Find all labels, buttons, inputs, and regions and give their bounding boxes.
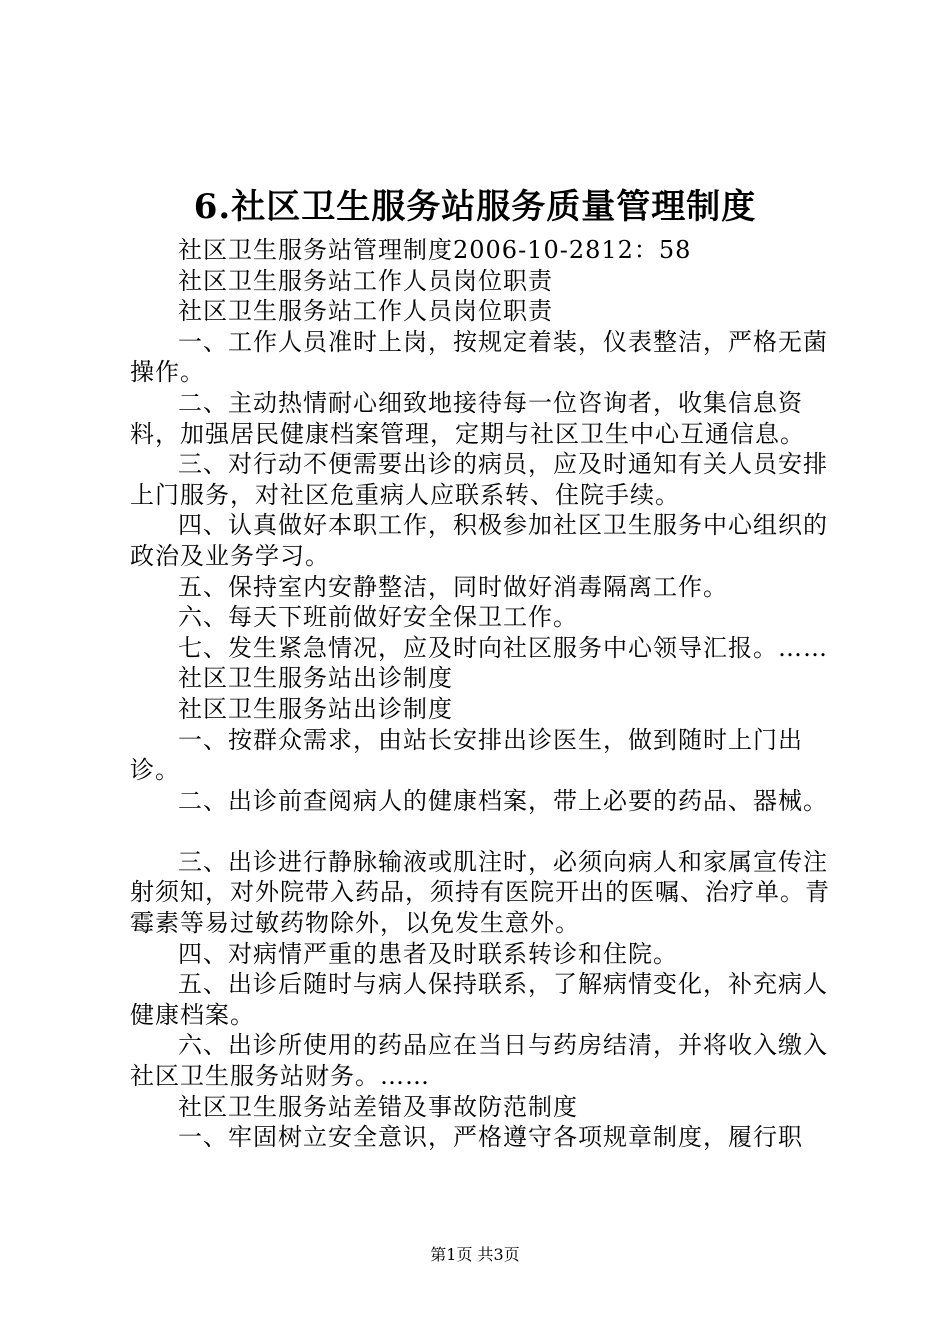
document-title: 6.社区卫生服务站服务质量管理制度: [193, 187, 757, 227]
paragraph: 社区卫生服务站工作人员岗位职责: [178, 266, 553, 295]
paragraph: 社区卫生服务站工作人员岗位职责: [178, 297, 553, 326]
paragraph: 五、出诊后随时与病人保持联系，了解病情变化，补充病人健康档案。: [130, 970, 828, 1029]
paragraph: 五、保持室内安静整洁，同时做好消毒隔离工作。: [178, 572, 728, 601]
paragraph: 三、出诊进行静脉输液或肌注时，必须向病人和家属宣传注射须知，对外院带入药品，须持有医院开出的医嘱、治疗单。青霉素等易过敏药物除外，以免发生意外。: [130, 847, 830, 938]
paragraph: 七、发生紧急情况，应及时向社区服务中心领导汇报。……: [178, 633, 828, 662]
paragraph: 社区卫生服务站管理制度2006-10-2812：58: [178, 236, 692, 264]
paragraph: 一、工作人员准时上岗，按规定着装，仪表整洁，严格无菌操作。: [130, 327, 828, 387]
paragraph: 二、出诊前查阅病人的健康档案，带上必要的药品、器械。: [178, 786, 828, 815]
paragraph: 社区卫生服务站出诊制度: [178, 694, 453, 723]
paragraph: 六、出诊所使用的药品应在当日与药房结清，并将收入缴入社区卫生服务站财务。……: [130, 1031, 828, 1091]
document-body: [130, 235, 830, 1153]
paragraph: 一、按群众需求，由站长安排出诊医生，做到随时上门出诊。: [130, 725, 803, 785]
paragraph: 二、主动热情耐心细致地接待每一位咨询者，收集信息资料，加强居民健康档案管理，定期与社区卫生中心互通信息。: [130, 388, 805, 448]
paragraph: 四、认真做好本职工作，积极参加社区卫生服务中心组织的政治及业务学习。: [130, 511, 828, 570]
paragraph: 社区卫生服务站出诊制度: [178, 664, 453, 693]
paragraph: 六、每天下班前做好安全保卫工作。: [178, 603, 578, 632]
paragraph: 一、牢固树立安全意识，严格遵守各项规章制度，履行职: [178, 1123, 803, 1152]
blank-line: [130, 816, 830, 847]
paragraph: 社区卫生服务站差错及事故防范制度: [178, 1092, 578, 1121]
paragraph: 三、对行动不便需要出诊的病员，应及时通知有关人员安排上门服务，对社区危重病人应联系转、住院手续。: [130, 450, 828, 509]
page-footer: 第1页 共3页: [430, 1245, 520, 1264]
paragraph: 四、对病情严重的患者及时联系转诊和住院。: [178, 939, 678, 968]
